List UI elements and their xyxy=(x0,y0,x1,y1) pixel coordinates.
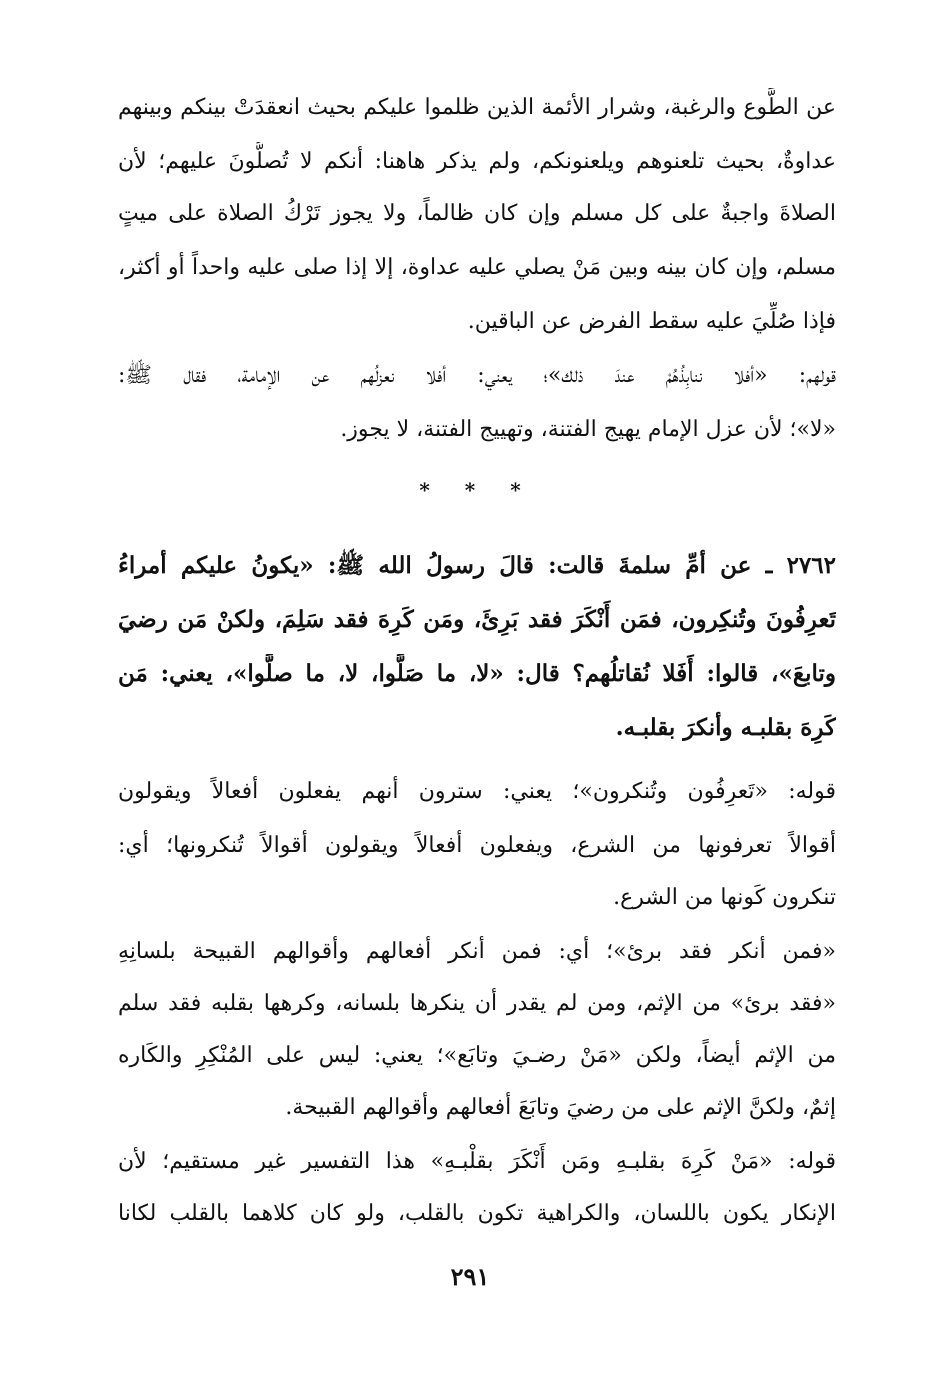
section-separator: * * * xyxy=(419,478,535,502)
hadith-line: كَرِهَ بقلبـه وأنكرَ بقلبـه. xyxy=(615,714,836,741)
text-line: «فمن أنكر فقد برئ»؛ أي: فمن أنكر أفعالهم وأقوالهم القبيحة بلسانِهِ xyxy=(118,939,836,964)
text-line: أقوالاً تعرفونها من الشرع، ويفعلون أفعالاً ويقولون أقوالاً تُنكرونها؛ أي: xyxy=(118,833,836,858)
text-line: قوله: «مَنْ كَرِهَ بقلبـهِ ومَن أَنْكَرَ بقلْبـهِ» هذا التفسير غير مستقيم؛ لأن xyxy=(118,1149,836,1174)
book-page xyxy=(118,0,836,1380)
text-line: قوله: «تَعرِفُون وتُنكرون»؛ يعني: سترون أنهم يفعلون أفعالاً ويقولون xyxy=(118,779,836,804)
text-line: قولهم: «أفلا ننابِذُهُمْ عندَ ذلك»؛ يعني: أفلا نعزلُهم عن الإمامة، فقال ﷺ: xyxy=(118,363,836,388)
hadith-line: تَعرِفُونَ وتُنكِرون، فمَن أَنْكَرَ فقد بَرِئَ، ومَن كَرِهَ فقد سَلِمَ، ولكنْ مَن رضيَ xyxy=(118,606,836,633)
hadith-line: ٢٧٦٢ ـ عن أمِّ سلمةَ قالت: قالَ رسولُ الله ﷺ: «يكونُ عليكم أمراءُ xyxy=(118,552,836,579)
text-line: مسلم، وإن كان بينه وبين مَنْ يصلي عليه عداوة، إلا إذا صلى عليه واحداً أو أكثر، xyxy=(118,255,836,280)
text-line: من الإثم أيضاً، ولكن «مَنْ رضـيَ وتابَع»؛ يعني: ليس على المُنْكِرِ والكَاره xyxy=(118,1043,836,1068)
text-line: فإذا صُلِّيَ عليه سقط الفرض عن الباقين. xyxy=(467,309,836,334)
text-line: الصلاةَ واجبةٌ على كل مسلم وإن كان ظالماً، ولا يجوز تَرْكُ الصلاة على ميتٍ xyxy=(118,201,836,226)
text-line: الإنكار يكون باللسان، والكراهية تكون بالقلب، ولو كان كلاهما بالقلب لكانا xyxy=(118,1201,836,1226)
page-number: ٢٩١ xyxy=(450,1262,490,1291)
text-line: «لا»؛ لأن عزل الإمام يهيج الفتنة، وتهييج الفتنة، لا يجوز. xyxy=(340,417,836,442)
text-line: إثمٌ، ولكنَّ الإثم على من رضيَ وتابَعَ أفعالهم وأقوالهم القبيحة. xyxy=(285,1095,836,1120)
text-line: تنكرون كَونها من الشرع. xyxy=(613,885,836,910)
text-line: «فقد برئ» من الإثم، ومن لم يقدر أن ينكرها بلسانه، وكرهها بقلبه فقد سلم xyxy=(118,991,836,1016)
hadith-line: وتابعَ»، قالوا: أَفَلا نُقاتلُهم؟ قال: «لا، ما صَلَّوا، لا، ما صلَّوا»، يعني: مَن xyxy=(118,660,836,687)
text-line: عداوةٌ، بحيث تلعنوهم ويلعنونكم، ولم يذكر هاهنا: أنكم لا تُصلُّونَ عليهم؛ لأن xyxy=(118,149,836,174)
text-line: عن الطَّوع والرغبة، وشرار الأئمة الذين ظلموا عليكم بحيث انعقدَتْ بينكم وبينهم xyxy=(118,95,836,120)
